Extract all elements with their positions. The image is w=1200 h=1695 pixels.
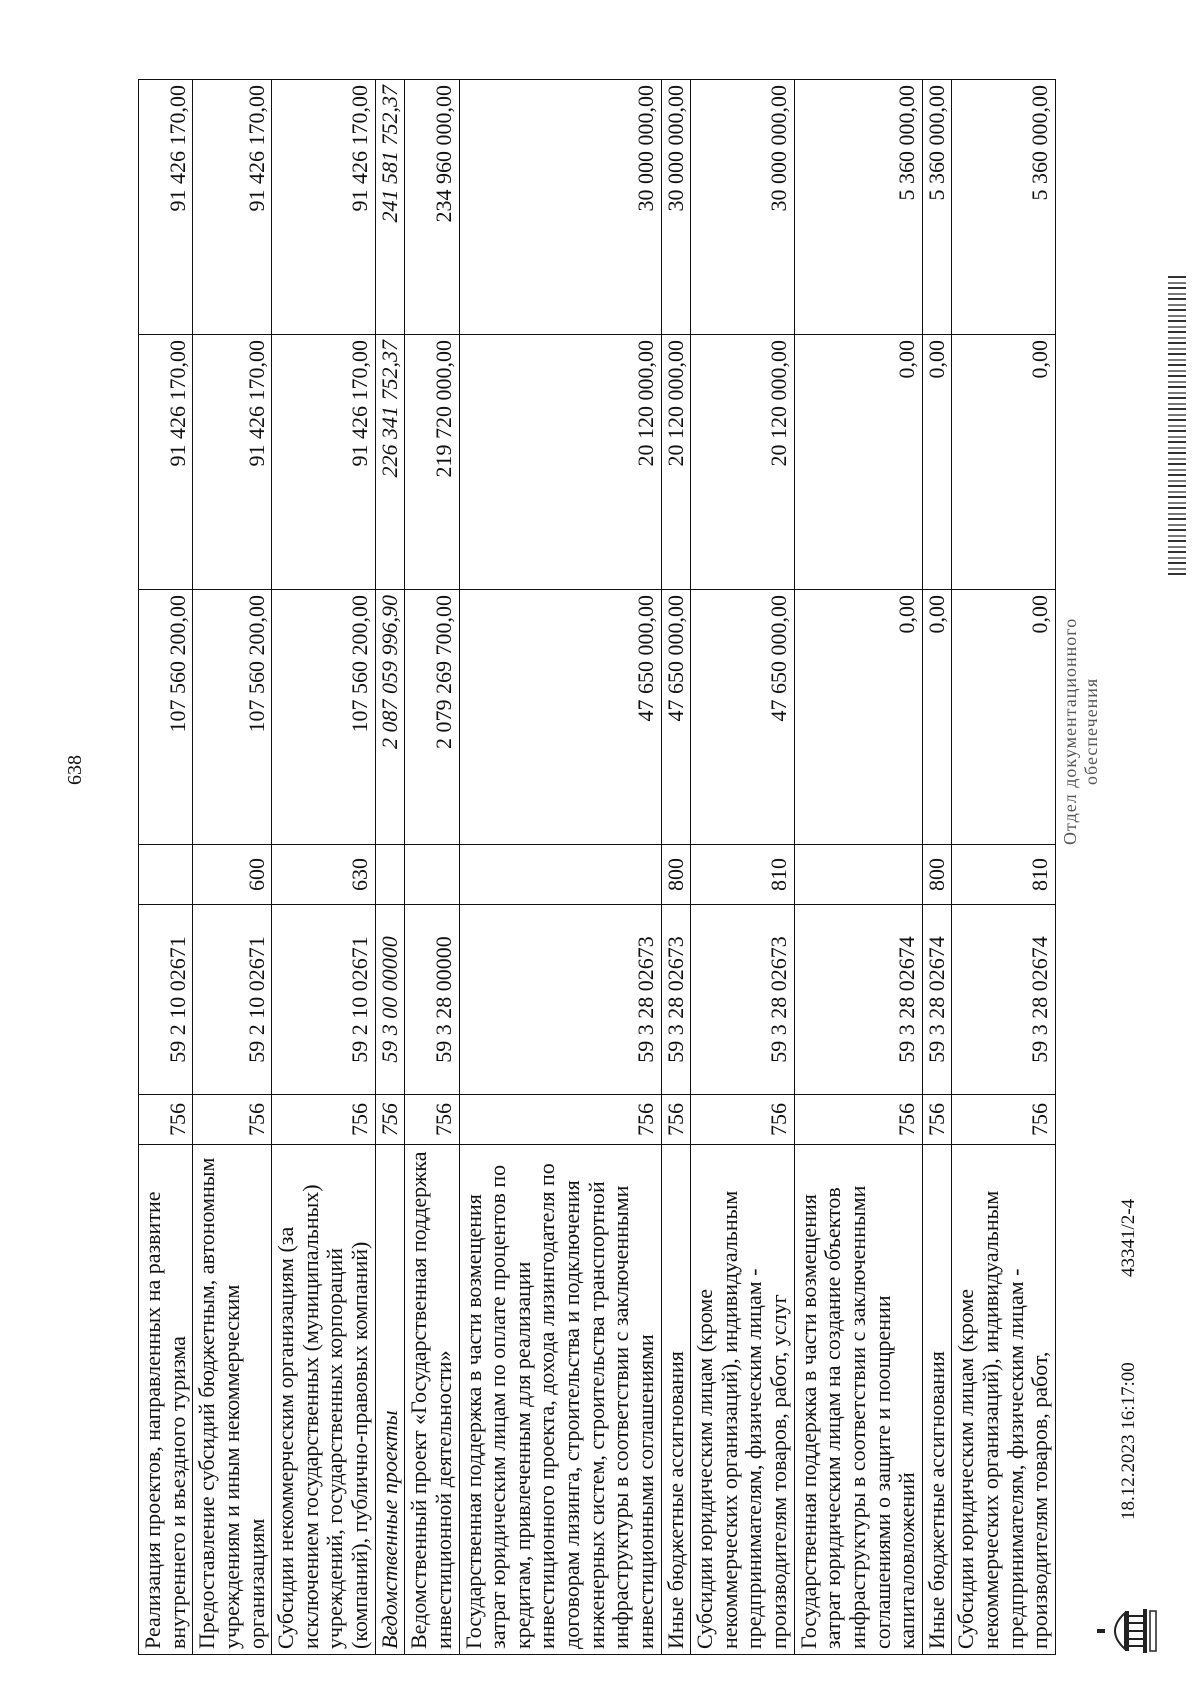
row-amount-2: 20 120 000,00 bbox=[691, 335, 795, 590]
row-ministry-code: 756 bbox=[139, 1095, 193, 1145]
row-target-article: 59 2 10 02671 bbox=[272, 905, 376, 1095]
row-expense-type bbox=[139, 845, 193, 905]
table-row bbox=[794, 80, 922, 1655]
row-amount-2: 91 426 170,00 bbox=[139, 335, 193, 590]
row-amount-1: 107 560 200,00 bbox=[272, 590, 376, 845]
row-name: Государственная поддержка в части возмещения затрат юридическим лицам по оплате процентов по кредитам, привлеченным для реализации инвестиционного проекта, дохода лизингодателя по договорам лизинга, строительства и подключения инженерных систем, строительства транспортной инфраструктуры в соответствии с заключенными инвестиционными соглашениями bbox=[459, 1145, 661, 1655]
row-ministry-code: 756 bbox=[922, 1095, 952, 1145]
row-amount-2: 0,00 bbox=[922, 335, 952, 590]
row-ministry-code: 756 bbox=[794, 1095, 922, 1145]
row-amount-2: 0,00 bbox=[952, 335, 1056, 590]
footer-datetime: 18.12.2023 16:17:00 bbox=[1118, 1362, 1139, 1520]
row-expense-type bbox=[375, 845, 405, 905]
row-name: Ведомственные проекты bbox=[375, 1145, 405, 1655]
row-name: Предоставление субсидий бюджетным, автономным учреждениям и иным некоммерческим организациям bbox=[193, 1145, 272, 1655]
row-amount-1: 2 087 059 996,90 bbox=[375, 590, 405, 845]
table-row bbox=[272, 80, 376, 1655]
row-ministry-code: 756 bbox=[272, 1095, 376, 1145]
row-target-article: 59 3 28 02673 bbox=[661, 905, 691, 1095]
row-ministry-code: 756 bbox=[661, 1095, 691, 1145]
row-target-article: 59 2 10 02671 bbox=[139, 905, 193, 1095]
row-name: Иные бюджетные ассигнования bbox=[922, 1145, 952, 1655]
row-expense-type bbox=[794, 845, 922, 905]
row-amount-1: 47 650 000,00 bbox=[691, 590, 795, 845]
row-amount-2: 219 720 000,00 bbox=[405, 335, 459, 590]
row-target-article: 59 3 28 02674 bbox=[794, 905, 922, 1095]
row-target-article: 59 3 28 02674 bbox=[952, 905, 1056, 1095]
stamp-line-1: Отдел документационного bbox=[1060, 617, 1080, 845]
row-amount-1: 107 560 200,00 bbox=[193, 590, 272, 845]
row-target-article: 59 2 10 02671 bbox=[193, 905, 272, 1095]
row-amount-3: 91 426 170,00 bbox=[139, 80, 193, 335]
row-amount-2: 20 120 000,00 bbox=[661, 335, 691, 590]
page-number: 638 bbox=[64, 755, 86, 785]
row-expense-type: 810 bbox=[952, 845, 1056, 905]
scan-edge-artifact bbox=[1168, 275, 1186, 575]
row-amount-3: 30 000 000,00 bbox=[661, 80, 691, 335]
row-name: Государственная поддержка в части возмещения затрат юридическим лицам на создание объектов инфраструктуры в соответствии с заключенными соглашениями о защите и поощрении капиталовложений bbox=[794, 1145, 922, 1655]
row-amount-2: 91 426 170,00 bbox=[272, 335, 376, 590]
row-amount-1: 107 560 200,00 bbox=[139, 590, 193, 845]
table-row bbox=[139, 80, 193, 1655]
row-amount-2: 91 426 170,00 bbox=[193, 335, 272, 590]
table-row bbox=[922, 80, 952, 1655]
row-amount-1: 47 650 000,00 bbox=[661, 590, 691, 845]
row-amount-1: 2 079 269 700,00 bbox=[405, 590, 459, 845]
row-amount-3: 5 360 000,00 bbox=[952, 80, 1056, 335]
table-row bbox=[691, 80, 795, 1655]
row-ministry-code: 756 bbox=[691, 1095, 795, 1145]
row-name: Иные бюджетные ассигнования bbox=[661, 1145, 691, 1655]
row-name: Субсидии некоммерческим организациям (за исключением государственных (муниципальных) учреждений, государственных корпораций (компаний), публично-правовых компаний) bbox=[272, 1145, 376, 1655]
row-amount-2: 0,00 bbox=[794, 335, 922, 590]
row-amount-1: 0,00 bbox=[952, 590, 1056, 845]
department-stamp bbox=[1060, 618, 1102, 845]
row-target-article: 59 3 28 02674 bbox=[922, 905, 952, 1095]
row-target-article: 59 3 28 02673 bbox=[691, 905, 795, 1095]
row-expense-type: 630 bbox=[272, 845, 376, 905]
footer-doc-number: 43341/2-4 bbox=[1118, 1198, 1139, 1277]
row-name: Субсидии юридическим лицам (кроме некоммерческих организаций), индивидуальным предпринимателям, физическим лицам - производителям товаров, работ, услуг bbox=[691, 1145, 795, 1655]
row-expense-type: 800 bbox=[922, 845, 952, 905]
row-amount-1: 0,00 bbox=[922, 590, 952, 845]
table-row bbox=[405, 80, 459, 1655]
row-expense-type: 800 bbox=[661, 845, 691, 905]
row-target-article: 59 3 28 02673 bbox=[459, 905, 661, 1095]
row-ministry-code: 756 bbox=[193, 1095, 272, 1145]
table-row bbox=[193, 80, 272, 1655]
row-ministry-code: 756 bbox=[405, 1095, 459, 1145]
row-target-article: 59 3 28 00000 bbox=[405, 905, 459, 1095]
table-row bbox=[952, 80, 1056, 1655]
row-name: Ведомственный проект «Государственная поддержка инвестиционной деятельности» bbox=[405, 1145, 459, 1655]
row-target-article: 59 3 00 00000 bbox=[375, 905, 405, 1095]
row-expense-type bbox=[405, 845, 459, 905]
row-name: Субсидии юридическим лицам (кроме некоммерческих организаций), индивидуальным предпринимателям, физическим лицам - производителям товаров, работ, bbox=[952, 1145, 1056, 1655]
budget-table bbox=[138, 79, 1056, 1655]
row-ministry-code: 756 bbox=[459, 1095, 661, 1145]
row-amount-3: 5 360 000,00 bbox=[922, 80, 952, 335]
duma-logo-icon bbox=[1095, 1603, 1159, 1659]
row-expense-type bbox=[459, 845, 661, 905]
row-amount-3: 91 426 170,00 bbox=[272, 80, 376, 335]
row-expense-type: 600 bbox=[193, 845, 272, 905]
row-amount-3: 5 360 000,00 bbox=[794, 80, 922, 335]
row-amount-2: 226 341 752,37 bbox=[375, 335, 405, 590]
row-amount-1: 0,00 bbox=[794, 590, 922, 845]
row-ministry-code: 756 bbox=[952, 1095, 1056, 1145]
row-amount-3: 30 000 000,00 bbox=[459, 80, 661, 335]
row-amount-2: 20 120 000,00 bbox=[459, 335, 661, 590]
row-expense-type: 810 bbox=[691, 845, 795, 905]
stamp-line-2: обеспечения bbox=[1081, 677, 1101, 785]
row-amount-3: 30 000 000,00 bbox=[691, 80, 795, 335]
row-amount-3: 241 581 752,37 bbox=[375, 80, 405, 335]
row-amount-1: 47 650 000,00 bbox=[459, 590, 661, 845]
table-row bbox=[375, 80, 405, 1655]
row-amount-3: 234 960 000,00 bbox=[405, 80, 459, 335]
row-ministry-code: 756 bbox=[375, 1095, 405, 1145]
table-row bbox=[661, 80, 691, 1655]
table-row bbox=[459, 80, 661, 1655]
row-amount-3: 91 426 170,00 bbox=[193, 80, 272, 335]
budget-table-body bbox=[139, 80, 1056, 1655]
row-name: Реализация проектов, направленных на развитие внутреннего и въездного туризма bbox=[139, 1145, 193, 1655]
